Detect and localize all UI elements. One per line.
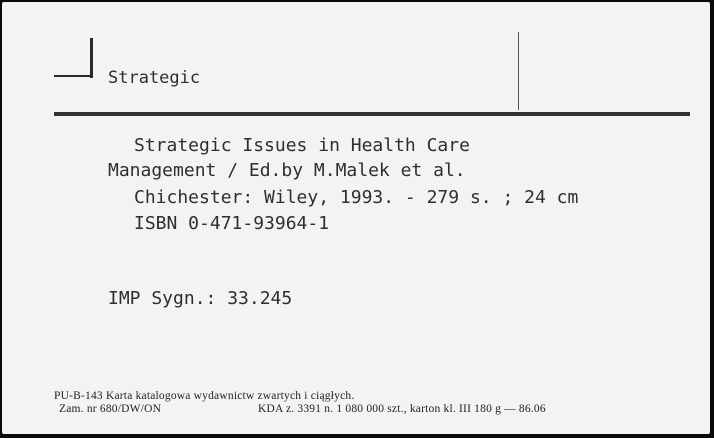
shelf-signature: IMP Sygn.: 33.245: [108, 288, 293, 309]
card-heading: Strategic: [108, 68, 201, 88]
header-vertical-rule: [518, 32, 519, 110]
catalog-card: [2, 2, 710, 434]
corner-mark-vertical: [90, 38, 93, 78]
entry-imprint: Chichester: Wiley, 1993. - 279 s. ; 24 cm: [134, 187, 579, 208]
entry-isbn: ISBN 0-471-93964-1: [134, 213, 330, 234]
entry-title-line2: Management / Ed.by M.Malek et al.: [108, 160, 466, 181]
corner-mark-horizontal: [54, 75, 92, 77]
footer-print-run: KDA z. 3391 n. 1 080 000 szt., karton kl. III 180 g — 86.06: [258, 403, 546, 415]
heading-rule: [54, 112, 690, 116]
footer-form-info: PU-B-143 Karta katalogowa wydawnictw zwartych i ciągłych.: [54, 390, 355, 402]
entry-title-line1: Strategic Issues in Health Care: [134, 135, 470, 156]
footer-order-number: Zam. nr 680/DW/ON: [59, 403, 162, 415]
